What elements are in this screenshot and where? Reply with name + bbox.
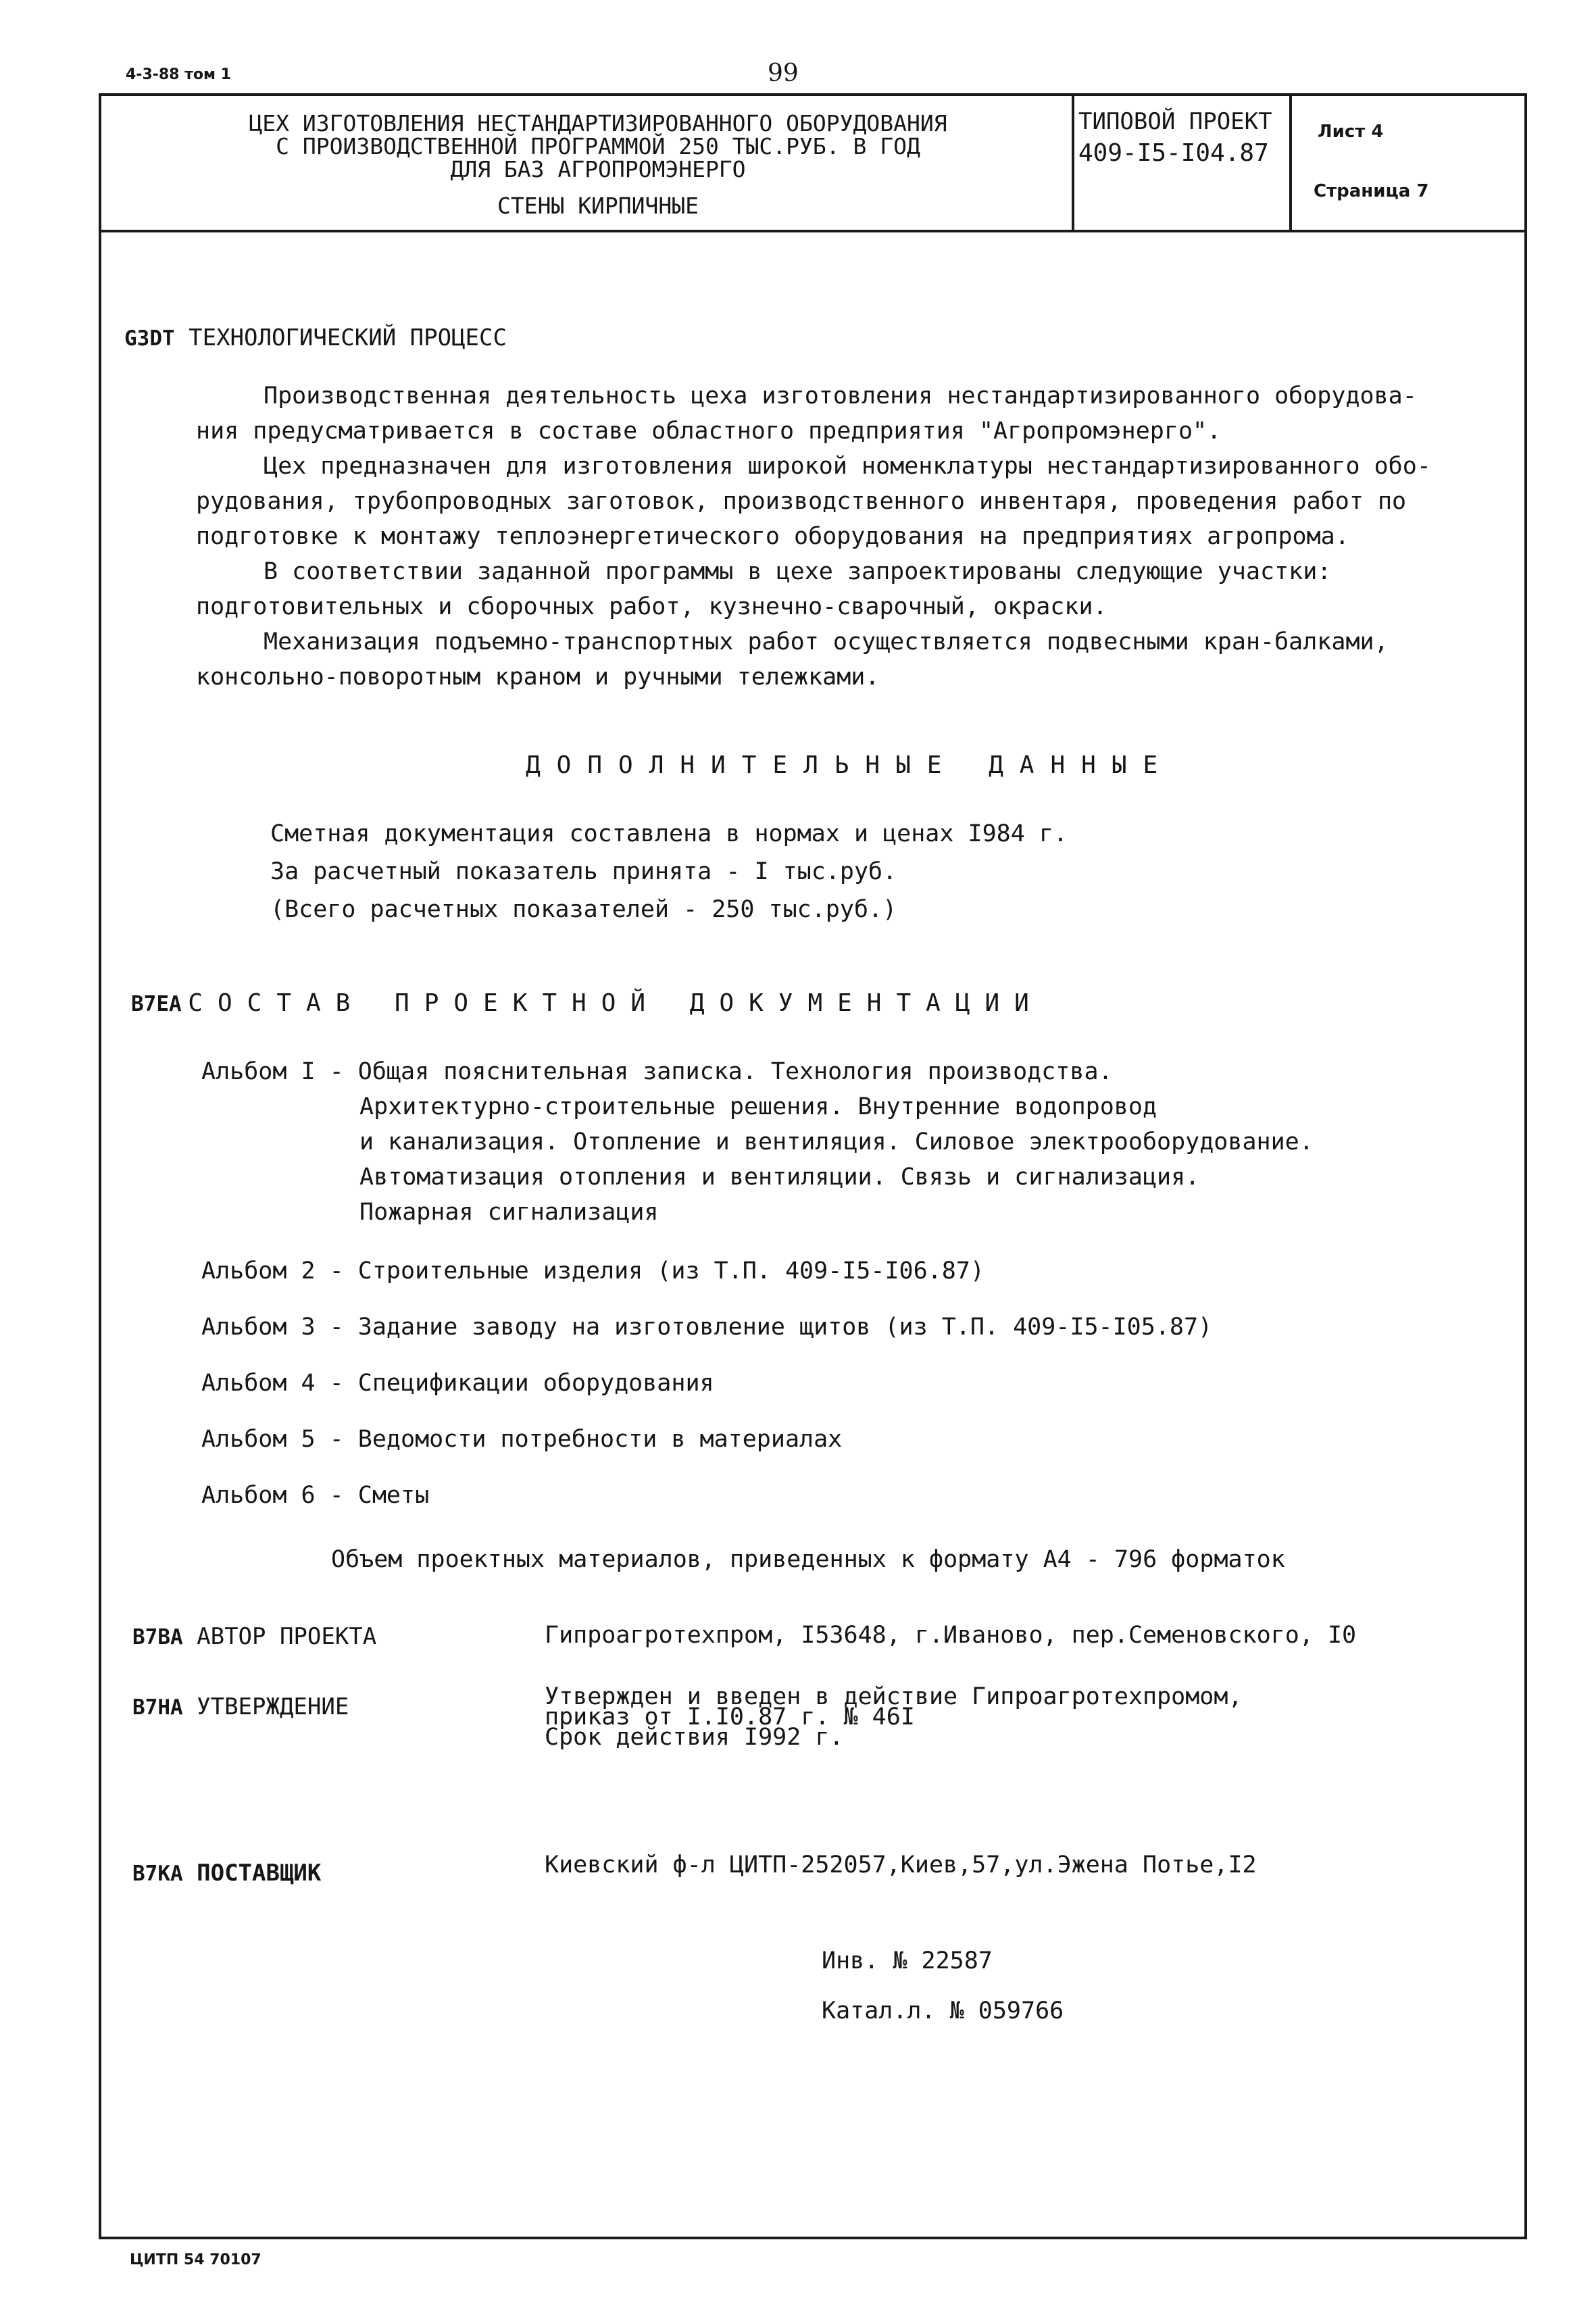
album-item: Альбом 6 - Сметы [201,1482,430,1509]
album-1-line: Альбом I - Общая пояснительная записка. Технология производства. [201,1058,1113,1085]
composition-title: СОСТАВ ПРОЕКТНОЙ ДОКУМЕНТАЦИИ [188,989,1044,1017]
album-item: Альбом 3 - Задание заводу на изготовление щитов (из Т.П. 409-I5-I05.87) [201,1314,1213,1341]
title-line-2: С ПРОИЗВОДСТВЕННОЙ ПРОГРАММОЙ 250 ТЫС.РУБ. В ГОД [276,133,920,159]
supplier-code: B7KA [132,1862,183,1886]
header-title [135,112,1061,218]
author-code: B7BA [132,1625,183,1649]
albums-list [201,1243,1212,1524]
composition-heading [131,989,1044,1017]
process-line: подготовке к монтажу теплоэнергетического оборудования на предприятиях агропрома. [196,523,1349,550]
page-of-doc: Страница 7 [1314,181,1429,201]
additional-text [270,815,1068,928]
approval-line: Утвержден и введен в действие Гипроагротехпромом, [545,1683,1243,1710]
process-line: Механизация подъемно-транспортных работ осуществляется подвесными кран-балками, [264,628,1389,655]
additional-line: За расчетный показатель принята - I тыс.руб. [270,858,897,885]
volume-note-line: Объем проектных материалов, приведенных к формату А4 - 796 форматок [331,1546,1285,1573]
project-label: ТИПОВОЙ ПРОЕКТ [1078,108,1272,135]
process-text [196,378,1431,695]
page-number: 99 [768,59,799,87]
process-line: В соответствии заданной программы в цехе запроектированы следующие участки: [264,558,1332,585]
album-1-line: Архитектурно-строительные решения. Внутренние водопровод [359,1093,1157,1120]
catalog-number: Катал.л. № 059766 [822,1997,1064,2024]
approval-line: приказ от I.I0.87 г. № 46I [545,1703,915,1731]
header-divider-2 [1289,93,1292,232]
album-item: Альбом 2 - Строительные изделия (из Т.П. 409-I5-I06.87) [201,1258,984,1285]
approval-code: B7HA [132,1695,183,1720]
author-value: Гипроагротехпром, I53648, г.Иваново, пер.Семеновского, I0 [545,1622,1357,1649]
title-line-3: ДЛЯ БАЗ АГРОПРОМЭНЕРГО [450,156,746,182]
album-item: Альбом 4 - Спецификации оборудования [201,1370,714,1397]
process-line: Производственная деятельность цеха изготовления нестандартизированного оборудова- [264,382,1417,409]
supplier-label: ПОСТАВЩИК [197,1860,322,1887]
project-number: 409-I5-I04.87 [1078,139,1269,167]
additional-line: Сметная документация составлена в нормах и ценах I984 г. [270,820,1068,847]
approval-line: Срок действия I992 г. [545,1724,844,1751]
process-line: рудования, трубопроводных заготовок, производственного инвентаря, проведения работ по [196,488,1407,515]
title-line-1: ЦЕХ ИЗГОТОВЛЕНИЯ НЕСТАНДАРТИЗИРОВАННОГО ОБОРУДОВАНИЯ [249,110,947,136]
album-1-line: Автоматизация отопления и вентиляции. Связь и сигнализация. [359,1164,1200,1191]
process-line: консольно-поворотным краном и ручными тележками. [196,664,880,691]
author-label: АВТОР ПРОЕКТА [197,1623,377,1650]
process-title: ТЕХНОЛОГИЧЕСКИЙ ПРОЦЕСС [189,324,507,351]
supplier-heading [132,1860,321,1887]
album-item: Альбом 5 - Ведомости потребности в материалах [201,1426,843,1453]
additional-heading: ДОПОЛНИТЕЛЬНЫЕ ДАННЫЕ [526,751,1174,779]
composition-code: B7EA [131,992,182,1016]
process-heading [124,324,507,351]
process-code: G3DT [124,326,175,351]
additional-line: (Всего расчетных показателей - 250 тыс.руб.) [270,896,897,923]
supplier-value: Киевский ф-л ЦИТП-252057,Киев,57,ул.Эжена Потье,I2 [545,1851,1257,1878]
volume-note: 4-3-88 том 1 [126,66,231,83]
header-divider-1 [1072,93,1074,232]
approval-label: УТВЕРЖДЕНИЕ [197,1693,349,1720]
title-line-4: СТЕНЫ КИРПИЧНЫЕ [497,193,699,219]
header-bottom-line [99,230,1527,232]
author-heading [132,1623,376,1650]
process-line: Цех предназначен для изготовления широкой номенклатуры нестандартизированного обо- [264,453,1431,480]
sheet-number: Лист 4 [1318,122,1384,142]
approval-heading [132,1693,349,1720]
approval-text [545,1683,1243,1751]
process-line: ния предусматривается в составе областного предприятия "Агропромэнерго". [196,418,1222,445]
album-1 [201,1054,1314,1230]
album-1-line: и канализация. Отопление и вентиляция. Силовое электрооборудование. [359,1128,1314,1155]
album-1-line: Пожарная сигнализация [359,1199,659,1226]
inventory-number: Инв. № 22587 [822,1947,993,1974]
process-line: подготовительных и сборочных работ, кузнечно-сварочный, окраски. [196,593,1107,620]
footer-stamp: ЦИТП 54 70107 [130,2251,261,2268]
